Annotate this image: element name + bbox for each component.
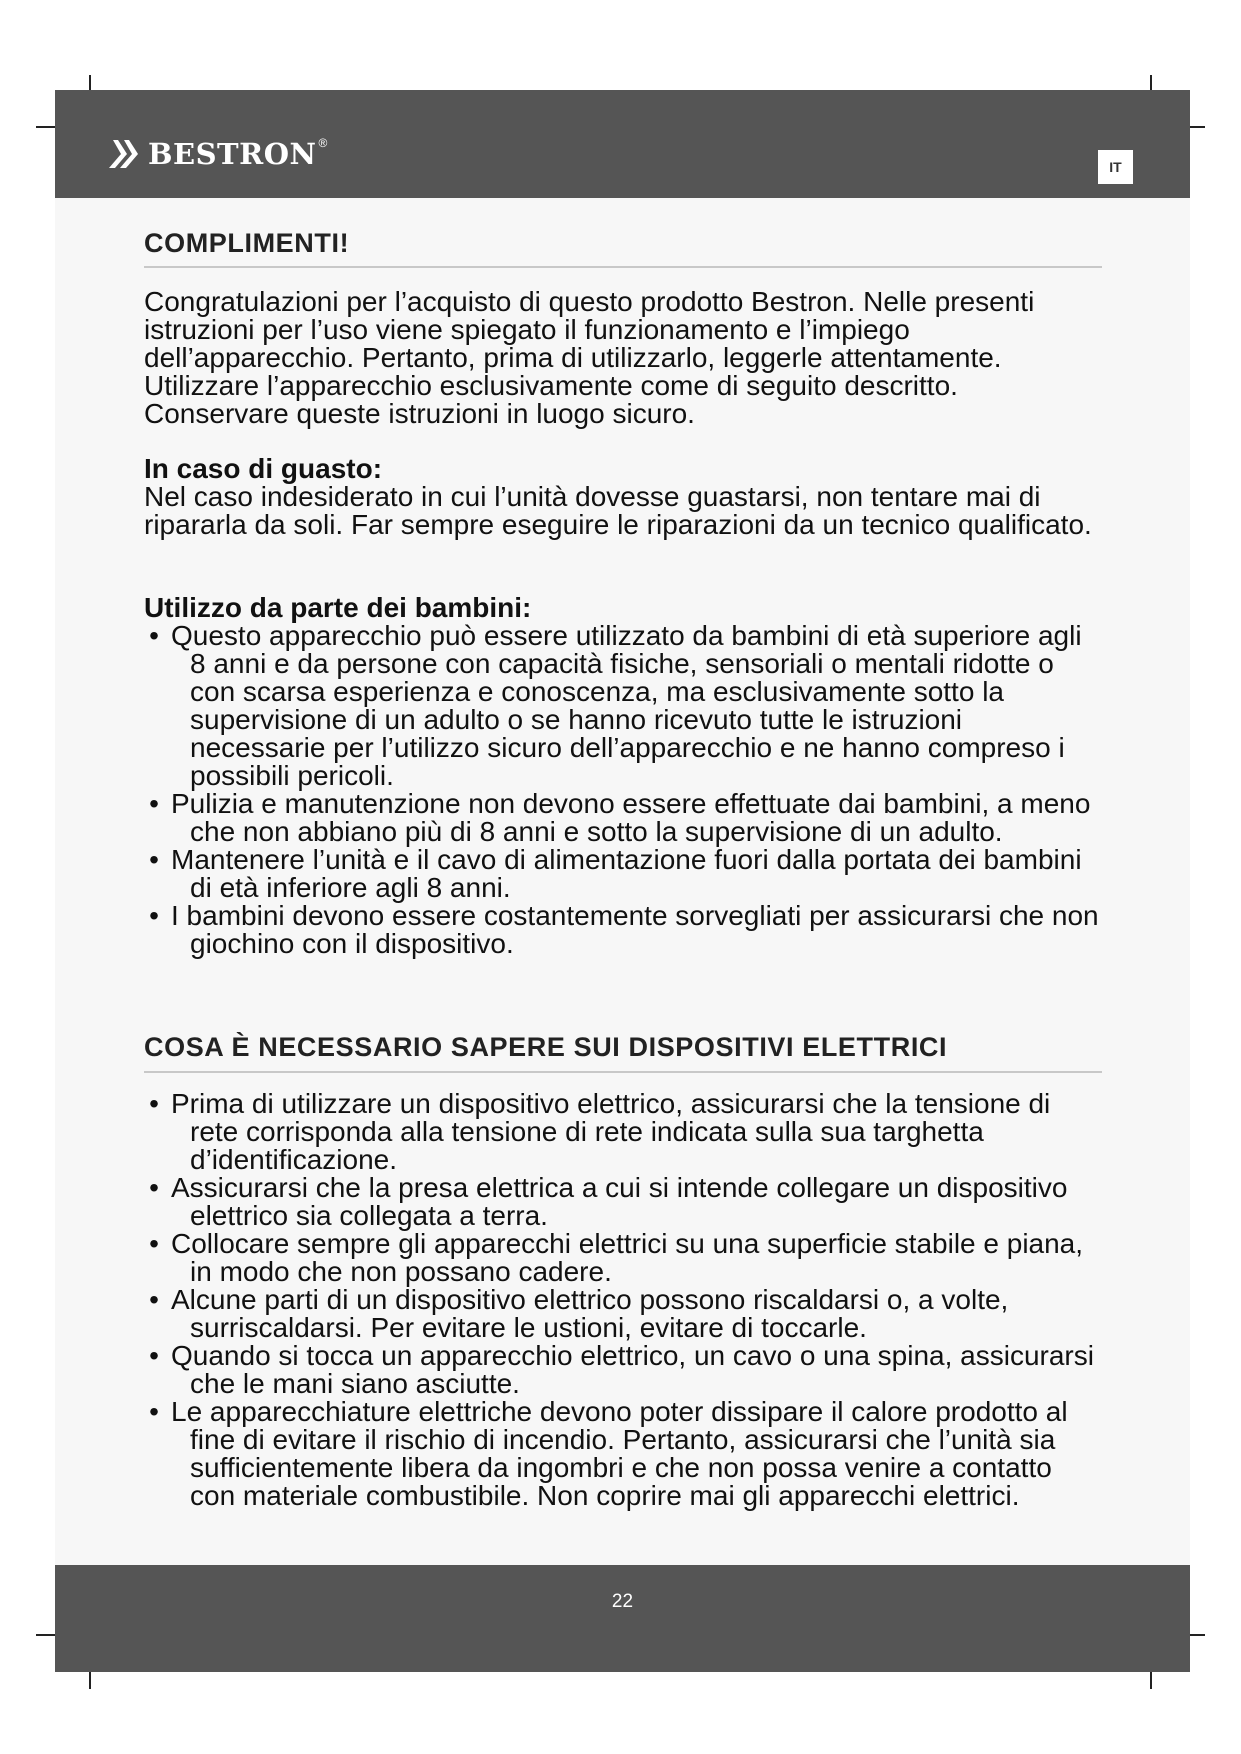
list-item-text [171, 900, 1102, 959]
bullet: • [149, 1340, 159, 1371]
list-item-text [171, 620, 1102, 791]
footer-bar [55, 1565, 1190, 1672]
children-list [144, 622, 1102, 958]
registered-mark: ® [318, 136, 328, 150]
fault-paragraph: Nel caso indesiderato in cui l’unità dovesse guastarsi, non tentare mai di ripararla da soli. Far sempre eseguire le riparazioni da un tecnico qualificato. [144, 481, 1092, 540]
list-item [144, 1174, 1102, 1230]
list-item-text [171, 1228, 1102, 1287]
list-item [144, 1230, 1102, 1286]
bullet: • [149, 1284, 159, 1315]
list-item-body: Pulizia e manutenzione non devono essere effettuate dai bambini, a meno che non abbiano più di 8 anni e sotto la supervisione di un adulto. [171, 788, 1091, 847]
children-heading: Utilizzo da parte dei bambini: [144, 592, 532, 623]
list-item [144, 622, 1102, 790]
list-item-text [171, 844, 1102, 903]
brand-logo [107, 138, 327, 170]
header-bar [55, 90, 1190, 198]
language-badge: IT [1098, 150, 1133, 184]
section-title-compliments: COMPLIMENTI! [144, 228, 350, 258]
bullet: • [149, 1396, 159, 1427]
bullet: • [149, 1088, 159, 1119]
list-item-text [171, 1396, 1102, 1511]
section-title-electrical: COSA È NECESSARIO SAPERE SUI DISPOSITIVI ELETTRICI [144, 1032, 948, 1062]
fault-heading: In caso di guasto: [144, 453, 383, 484]
list-item-text [171, 1284, 1102, 1343]
list-item-body: Alcune parti di un dispositivo elettrico possono riscaldarsi o, a volte, surriscaldarsi. Per evitare le ustioni, evitare di toccarle. [171, 1284, 1009, 1343]
list-item [144, 1090, 1102, 1174]
bullet: • [149, 788, 159, 819]
brand-name: BESTRON [148, 136, 317, 171]
bullet: • [149, 620, 159, 651]
list-item-text [171, 1172, 1102, 1231]
page-number: 22 [611, 1591, 634, 1612]
list-item-body: I bambini devono essere costantemente sorvegliati per assicurarsi che non giochino con il dispositivo. [171, 900, 1099, 959]
list-item-text [171, 1340, 1102, 1399]
list-item-body: Mantenere l’unità e il cavo di alimentazione fuori dalla portata dei bambini di età inferiore agli 8 anni. [171, 844, 1082, 903]
list-item-body: Quando si tocca un apparecchio elettrico, un cavo o una spina, assicurarsi che le mani siano asciutte. [171, 1340, 1094, 1399]
double-chevron-icon [107, 138, 141, 170]
list-item [144, 1342, 1102, 1398]
list-item-text [171, 788, 1102, 847]
list-item-body: Questo apparecchio può essere utilizzato da bambini di età superiore agli 8 anni e da persone con capacità fisiche, sensoriali o mentali ridotte o con scarsa esperienza e conoscenza, ma esclusivamente sotto la supervisione di un adulto o se hanno ricevuto tutte le istruzioni necessarie per l’utilizzo sicuro dell’apparecchio e ne hanno compreso i possibili pericoli. [171, 620, 1082, 791]
divider [144, 266, 1102, 268]
list-item [144, 902, 1102, 958]
list-item-body: Prima di utilizzare un dispositivo elettrico, assicurarsi che la tensione di rete corrisponda alla tensione di rete indicata sulla sua targhetta d’identificazione. [171, 1088, 1051, 1175]
list-item [144, 790, 1102, 846]
list-item-body: Assicurarsi che la presa elettrica a cui si intende collegare un dispositivo elettrico sia collegata a terra. [171, 1172, 1068, 1231]
intro-paragraph: Congratulazioni per l’acquisto di questo prodotto Bestron. Nelle presenti istruzioni per l’uso viene spiegato il funzionamento e l’impiego dell’apparecchio. Pertanto, prima di utilizzarlo, leggerle attentamente. Utilizzare l’apparecchio esclusivamente come di seguito descritto. Conservare queste istruzioni in luogo sicuro. [144, 286, 1035, 429]
bullet: • [149, 1228, 159, 1259]
list-item-text [171, 1088, 1102, 1175]
list-item-body: Le apparecchiature elettriche devono poter dissipare il calore prodotto al fine di evitare il rischio di incendio. Pertanto, assicurarsi che l’unità sia sufficientemente libera da ingombri e che non possa venire a contatto con materiale combustibile. Non coprire mai gli apparecchi elettrici. [171, 1396, 1068, 1511]
bullet: • [149, 1172, 159, 1203]
bullet: • [149, 844, 159, 875]
list-item [144, 1286, 1102, 1342]
list-item [144, 1398, 1102, 1510]
bullet: • [149, 900, 159, 931]
list-item-body: Collocare sempre gli apparecchi elettrici su una superficie stabile e piana, in modo che non possano cadere. [171, 1228, 1084, 1287]
divider [144, 1071, 1102, 1073]
electrical-list [144, 1090, 1102, 1510]
list-item [144, 846, 1102, 902]
